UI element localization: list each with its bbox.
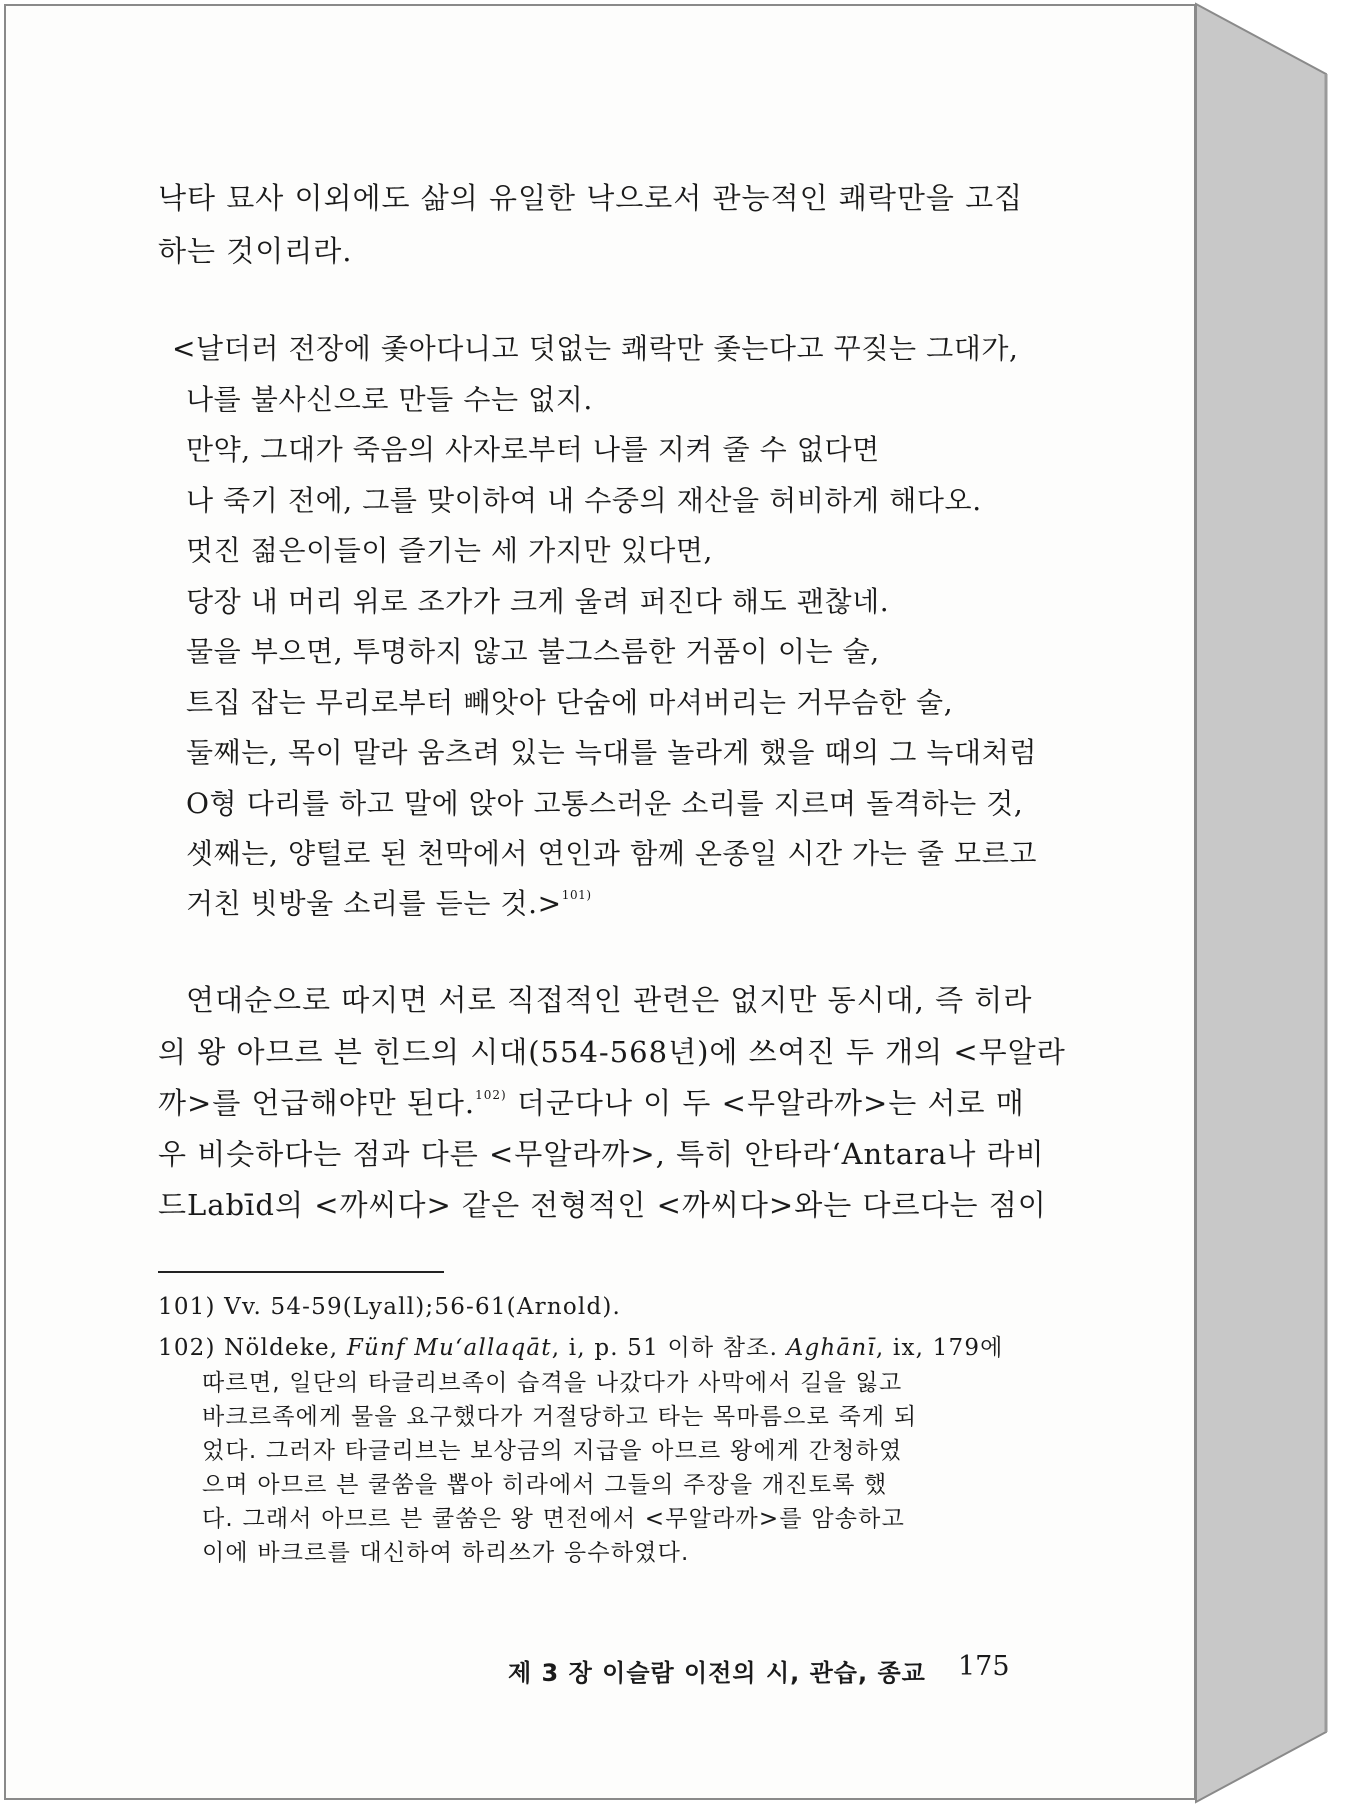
footnote-102-first-line [158, 1329, 1004, 1362]
footnote-102-line: 었다. 그러자 타글리브는 보상금의 지급을 아므르 왕에게 간청하였 [202, 1438, 903, 1464]
verse-line: 물을 부으면, 투명하지 않고 불그스름한 거품이 이는 술, [186, 635, 880, 668]
footnote-ref-102: 102) [475, 1088, 507, 1102]
footnote-text: , ix, 179에 [875, 1335, 1004, 1361]
footnote-102-line: 으며 아므르 븐 쿨쑴을 뽑아 히라에서 그들의 주장을 개진토록 했 [202, 1472, 888, 1498]
verse-line: 둘째는, 목이 말라 움츠려 있는 늑대를 놀라게 했을 때의 그 늑대처럼 [186, 736, 1038, 769]
footnote-101: 101) Vv. 54-59(Lyall);56-61(Arnold). [158, 1294, 622, 1320]
footnote-text: 102) Nöldeke, [158, 1335, 347, 1361]
body-text-line: 연대순으로 따지면 서로 직접적인 관련은 없지만 동시대, 즉 히라 [186, 983, 1033, 1017]
verse-line: O형 다리를 하고 말에 앉아 고통스러운 소리를 지르며 돌격하는 것, [186, 787, 1024, 820]
body-text-line: 우 비슷하다는 점과 다른 <무알라까>, 특히 안타라‘Antara나 라비 [158, 1137, 1045, 1171]
body-text-line [158, 1081, 1025, 1122]
page-number: 175 [958, 1651, 1010, 1682]
body-text-line: 낙타 묘사 이외에도 삶의 유일한 낙으로서 관능적인 쾌락만을 고집 [158, 181, 1024, 215]
verse-line: 당장 내 머리 위로 조가가 크게 울려 퍼진다 해도 괜찮네. [186, 585, 890, 618]
footnote-text: , i, p. 51 이하 참조. [551, 1335, 787, 1361]
footnote-102-line: 이에 바크르를 대신하여 하리쓰가 응수하였다. [202, 1540, 690, 1566]
running-footer: 제 3 장 이슬람 이전의 시, 관습, 종교 [508, 1659, 926, 1687]
verse-line-last [186, 882, 592, 922]
verse-line: 멋진 젊은이들이 즐기는 세 가지만 있다면, [186, 534, 714, 567]
body-text-line: 의 왕 아므르 븐 힌드의 시대(554-568년)에 쓰여진 두 개의 <무알라 [158, 1035, 1066, 1069]
body-text-segment: 까>를 언급해야만 된다. [158, 1086, 476, 1120]
footnote-separator [158, 1271, 444, 1273]
footnote-italic-source: Aghānī [786, 1335, 876, 1361]
verse-line: 나 죽기 전에, 그를 맞이하여 내 수중의 재산을 허비하게 해다오. [186, 484, 982, 517]
body-text-segment: 더군다나 이 두 <무알라까>는 서로 매 [506, 1086, 1025, 1120]
footnote-italic-title: Fünf Mu‘allaqāt [346, 1335, 552, 1361]
verse-line: 셋째는, 양털로 된 천막에서 연인과 함께 온종일 시간 가는 줄 모르고 [186, 837, 1038, 870]
body-text-line: 드Labīd의 <까씨다> 같은 전형적인 <까씨다>와는 다르다는 점이 [158, 1188, 1047, 1222]
verse-line: 만약, 그대가 죽음의 사자로부터 나를 지켜 줄 수 없다면 [186, 433, 880, 466]
body-text-line: 하는 것이리라. [158, 234, 353, 268]
verse-line: 트집 잡는 무리로부터 빼앗아 단숨에 마셔버리는 거무슴한 술, [186, 686, 954, 719]
footnote-102-line: 다. 그래서 아므르 븐 쿨쑴은 왕 면전에서 <무알라까>를 암송하고 [202, 1506, 905, 1532]
footnote-ref-101: 101) [561, 888, 592, 902]
footnote-102-line: 바크르족에게 물을 요구했다가 거절당하고 타는 목마름으로 죽게 되 [202, 1404, 918, 1430]
verse-line-text: 거친 빗방울 소리를 듣는 것.> [186, 887, 562, 920]
verse-line: 나를 불사신으로 만들 수는 없지. [186, 383, 593, 416]
verse-line: <날더러 전장에 좇아다니고 덧없는 쾌락만 좇는다고 꾸짖는 그대가, [172, 332, 1019, 365]
footnote-102-line: 따르면, 일단의 타글리브족이 습격을 나갔다가 사막에서 길을 잃고 [202, 1370, 903, 1396]
